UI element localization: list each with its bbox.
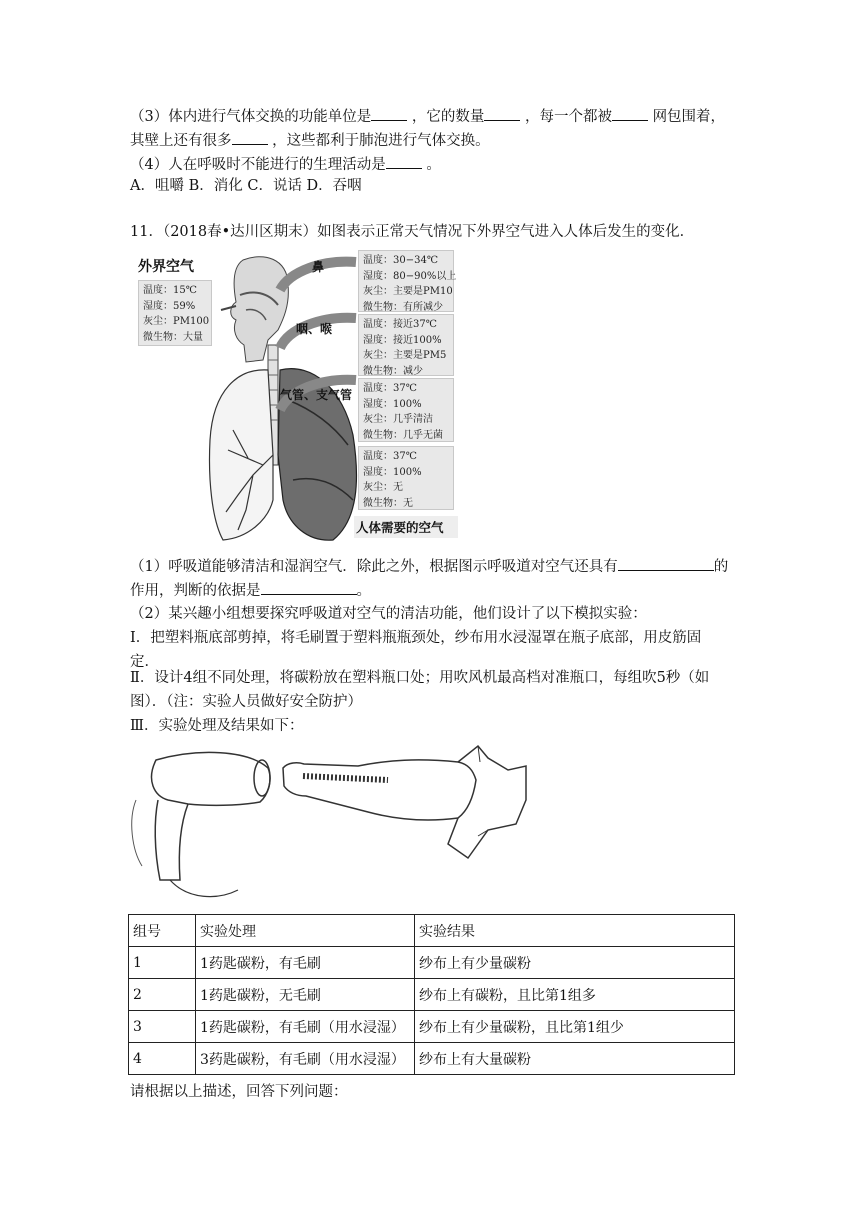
sub1-text-a: （1）呼吸道能够清洁和湿润空气．除此之外，根据图示呼吸道对空气还具有 <box>130 559 618 575</box>
throat-humidity: 湿度：接近100% <box>363 334 442 346</box>
trachea-dust: 灰尘：几乎清洁 <box>363 414 433 425</box>
blank <box>232 130 268 145</box>
dryer-bottle-illustration <box>128 740 548 908</box>
table-row <box>129 979 735 1011</box>
results-table <box>128 914 735 1075</box>
q3-text-2: ，它的数量 <box>411 109 485 125</box>
header-result: 实验结果 <box>415 915 735 947</box>
sub1-text-b: 的 <box>713 559 729 575</box>
table-row <box>129 947 735 979</box>
sub2-intro: （2）某兴趣小组想要探究呼吸道对空气的清洁功能，他们设计了以下模拟实验： <box>130 606 647 622</box>
trachea-humidity: 湿度：100% <box>363 398 422 410</box>
lung-dust: 灰尘：无 <box>363 482 403 493</box>
cell-treatment: 1药匙碳粉，有毛刷 <box>196 947 415 979</box>
nose-microbes: 微生物：有所减少 <box>363 301 443 313</box>
q3-text-1: （3）体内进行气体交换的功能单位是 <box>130 109 372 125</box>
cell-group: 4 <box>129 1043 196 1075</box>
throat-box <box>358 314 454 376</box>
blank <box>386 154 422 169</box>
cell-result: 纱布上有少量碳粉 <box>415 947 735 979</box>
table-row <box>129 1043 735 1075</box>
cell-treatment: 3药匙碳粉，有毛刷（用水浸湿） <box>196 1043 415 1075</box>
label-trachea: 气管、支气管 <box>280 388 353 402</box>
table-row <box>129 1011 735 1043</box>
cell-group: 3 <box>129 1011 196 1043</box>
needed-air-label: 人体需要的空气 <box>354 516 458 538</box>
outside-air-title: 外界空气 <box>138 259 194 275</box>
header-group: 组号 <box>129 915 196 947</box>
sub1-line1 <box>130 556 728 577</box>
cell-result: 纱布上有大量碳粉 <box>415 1043 735 1075</box>
table-header-row <box>129 915 735 947</box>
cell-treatment: 1药匙碳粉，无毛刷 <box>196 979 415 1011</box>
experiment-figure <box>128 740 548 908</box>
cell-treatment: 1药匙碳粉，有毛刷（用水浸湿） <box>196 1011 415 1043</box>
q4-stem <box>130 154 441 175</box>
lung-box <box>358 446 454 510</box>
nose-box <box>358 250 457 313</box>
blank <box>261 580 357 595</box>
nose-dust: 灰尘：主要是PM10 <box>363 286 453 297</box>
q11-title: 11．（2018春•达川区期末）如图表示正常天气情况下外界空气进入人体后发生的变化． <box>130 224 695 240</box>
sub2-step2b: 图）．（注：实验人员做好安全防护） <box>130 694 362 710</box>
q3-line1 <box>130 106 725 127</box>
blank <box>618 556 714 571</box>
label-nose: 鼻 <box>312 260 325 274</box>
cell-group: 1 <box>129 947 196 979</box>
q4-stem-text: （4）人在呼吸时不能进行的生理活动是 <box>130 157 386 173</box>
throat-temp: 温度：接近37℃ <box>363 319 437 330</box>
cell-result: 纱布上有碳粉，且比第1组多 <box>415 979 735 1011</box>
outside-microbes: 微生物：大量 <box>143 331 203 343</box>
blank <box>612 106 648 121</box>
header-treatment: 实验处理 <box>196 915 415 947</box>
trachea-microbes: 微生物：几乎无菌 <box>363 429 443 441</box>
closing-text: 请根据以上描述，回答下列问题： <box>130 1084 348 1100</box>
nose-humidity: 湿度：80−90%以上 <box>363 270 457 282</box>
sub2-step1b: 定． <box>130 654 159 670</box>
throat-dust: 灰尘：主要是PM5 <box>363 350 447 361</box>
q4-options: A．咀嚼 B．消化 C．说话 D．吞咽 <box>130 178 362 194</box>
throat-microbes: 微生物：减少 <box>363 365 423 377</box>
outside-air-box <box>138 280 212 346</box>
cell-group: 2 <box>129 979 196 1011</box>
respiratory-figure <box>128 250 456 545</box>
q3-line2 <box>130 130 490 151</box>
sub1-line2 <box>130 580 371 601</box>
sub1-text-d: 。 <box>356 583 371 599</box>
q3-text-6: ，这些都利于肺泡进行气体交换。 <box>272 133 490 149</box>
blank <box>371 106 407 121</box>
outside-dust: 灰尘：PM100 <box>143 316 210 327</box>
sub2-step3: Ⅲ．实验处理及结果如下： <box>130 718 304 734</box>
lung-microbes: 微生物：无 <box>363 497 413 509</box>
q3-text-5: 其壁上还有很多 <box>130 133 232 149</box>
outside-temp: 温度：15℃ <box>143 285 197 296</box>
trachea-box <box>358 378 454 442</box>
sub2-step1a: Ⅰ．把塑料瓶底部剪掉，将毛刷置于塑料瓶瓶颈处，纱布用水浸湿罩在瓶子底部，用皮筋固 <box>130 630 702 646</box>
label-throat: 咽、喉 <box>296 322 333 336</box>
trachea-temp: 温度：37℃ <box>363 383 417 394</box>
q3-text-3: ，每一个都被 <box>524 109 612 125</box>
q4-stem-end: 。 <box>426 157 441 173</box>
outside-humidity: 湿度：59% <box>143 300 196 312</box>
sub1-text-c: 作用，判断的依据是 <box>130 583 261 599</box>
lung-humidity: 湿度：100% <box>363 466 422 478</box>
blank <box>484 106 520 121</box>
nose-temp: 温度：30−34℃ <box>363 255 439 266</box>
sub2-step2a: Ⅱ．设计4组不同处理，将碳粉放在塑料瓶口处；用吹风机最高档对准瓶口，每组吹5秒（如 <box>130 670 710 686</box>
cell-result: 纱布上有少量碳粉，且比第1组少 <box>415 1011 735 1043</box>
lung-temp: 温度：37℃ <box>363 451 417 462</box>
q3-text-4: 网包围着， <box>652 109 726 125</box>
